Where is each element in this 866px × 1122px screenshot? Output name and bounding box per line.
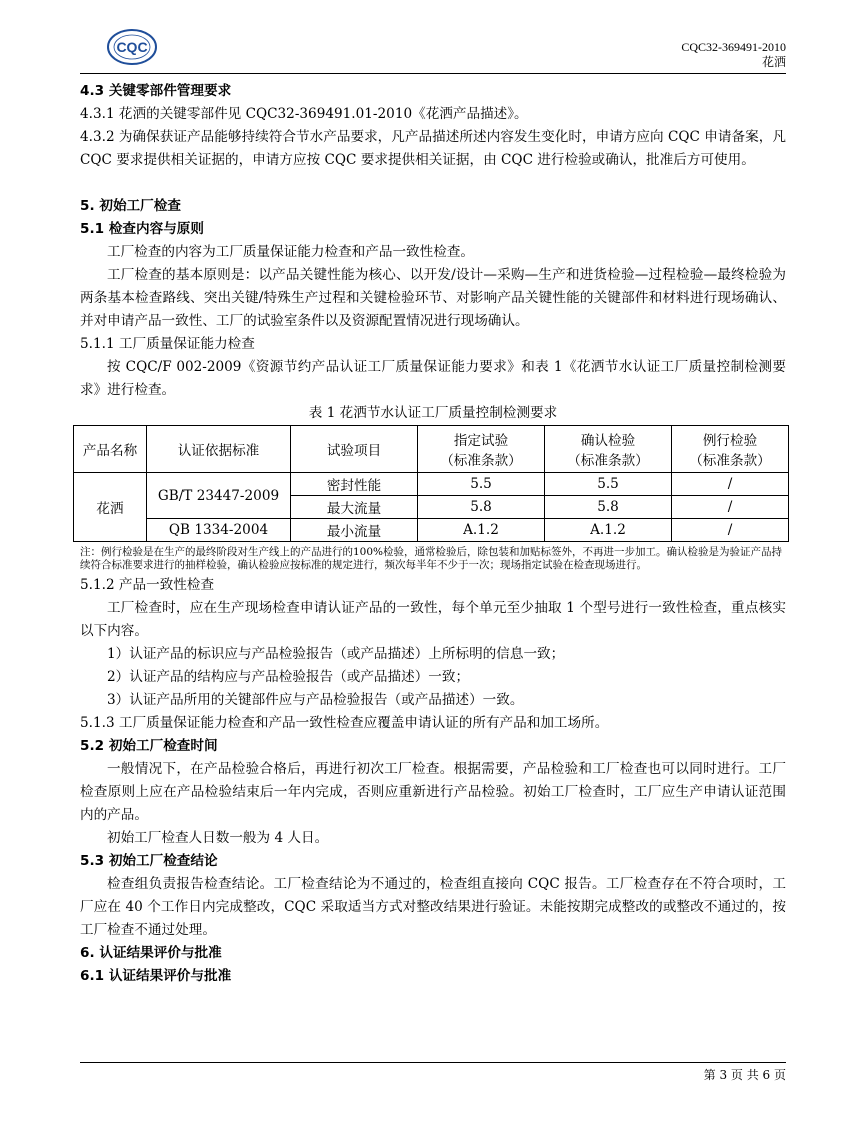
para-5-1-content: 工厂检查的内容为工厂质量保证能力检查和产品一致性检查。 <box>107 244 475 260</box>
th-item: 试验项目 <box>291 426 418 473</box>
th-confirm-line1: 确认检验 <box>580 433 636 449</box>
table-note: 注：例行检验是在生产的最终阶段对生产线上的产品进行的100%检验，通常检验后，除包装和加贴标签外，不再进一步加工。确认检验是为验证产品持续符合标准要求进行的抽样检验，确认检验应按标准的规定进行，频次每半年不少于一次；现场指定试验在检查现场进行。 <box>80 546 783 571</box>
cell-item: 最小流量 <box>291 519 418 542</box>
doc-subject: 花洒 <box>761 55 786 69</box>
th-designated <box>418 426 545 473</box>
table-header-row <box>74 426 789 473</box>
header-info <box>681 40 786 70</box>
cell-designated: A.1.2 <box>418 519 545 542</box>
para-5-2-days: 初始工厂检查人日数一般为 4 人日。 <box>107 830 329 846</box>
cell-designated: 5.8 <box>418 496 545 519</box>
table-row <box>74 519 789 542</box>
list-item: 2）认证产品的结构应与产品检验报告（或产品描述）一致； <box>107 669 470 685</box>
th-designated-line1: 指定试验 <box>453 433 509 449</box>
th-confirm-line2: （标准条款） <box>567 453 649 469</box>
table-caption: 表 1 花洒节水认证工厂质量控制检测要求 <box>308 405 558 421</box>
heading-5-1: 5.1 检查内容与原则 <box>80 221 204 237</box>
heading-5-2: 5.2 初始工厂检查时间 <box>80 738 218 754</box>
para-5-1-2: 工厂检查时，应在生产现场检查申请认证产品的一致性，每个单元至少抽取 1 个型号进行一致性检查，重点核实以下内容。 <box>80 600 786 639</box>
heading-5-3: 5.3 初始工厂检查结论 <box>80 853 218 869</box>
heading-5-1-1: 5.1.1 工厂质量保证能力检查 <box>80 336 255 352</box>
cell-item: 最大流量 <box>291 496 418 519</box>
cell-confirm: 5.5 <box>545 473 672 496</box>
header-divider <box>80 73 786 74</box>
para-5-3: 检查组负责报告检查结论。工厂检查结论为不通过的，检查组直接向 CQC 报告。工厂检查存在不符合项时，工厂应在 40 个工作日内完成整改，CQC 采取适当方式对整改结果进行验证。未能按期完成整改的或整改不通过的，按工厂检查不通过处理。 <box>80 876 786 938</box>
heading-4-3: 4.3 关键零部件管理要求 <box>80 83 232 99</box>
table-row <box>74 473 789 496</box>
cell-item: 密封性能 <box>291 473 418 496</box>
cell-routine: / <box>672 473 789 496</box>
para-4-3-2: 4.3.2 为确保获证产品能够持续符合节水产品要求，凡产品描述所述内容发生变化时，申请方应向 CQC 申请备案，凡 CQC 要求提供相关证据的，申请方应按 CQC 要求提供相关证据，由 CQC 进行检验或确认，批准后方可使用。 <box>80 129 786 168</box>
cell-routine: / <box>672 496 789 519</box>
th-routine-line1: 例行检验 <box>702 433 758 449</box>
cell-designated: 5.5 <box>418 473 545 496</box>
heading-5: 5. 初始工厂检查 <box>80 198 181 214</box>
cell-confirm: A.1.2 <box>545 519 672 542</box>
th-routine-line2: （标准条款） <box>689 453 771 469</box>
th-designated-line2: （标准条款） <box>440 453 522 469</box>
list-item: 1）认证产品的标识应与产品检验报告（或产品描述）上所标明的信息一致； <box>107 646 565 662</box>
cqc-logo-icon <box>106 27 158 67</box>
cell-product: 花洒 <box>74 473 147 542</box>
para-5-1-1: 按 CQC/F 002-2009《资源节约产品认证工厂质量保证能力要求》和表 1《花洒节水认证工厂质量控制检测要求》进行检查。 <box>80 359 786 398</box>
th-standard: 认证依据标准 <box>147 426 291 473</box>
heading-6-1: 6.1 认证结果评价与批准 <box>80 968 232 984</box>
para-5-1-3: 5.1.3 工厂质量保证能力检查和产品一致性检查应覆盖申请认证的所有产品和加工场所。 <box>80 715 609 731</box>
para-5-1-principle: 工厂检查的基本原则是：以产品关键性能为核心、以开发/设计—采购—生产和进货检验—过程检验—最终检验为两条基本检查路线、突出关键/特殊生产过程和关键检验环节、对影响产品关键性能的关键部件和材料进行现场确认、并对申请产品一致性、工厂的试验室条件以及资源配置情况进行现场确认。 <box>80 267 786 329</box>
cell-routine: / <box>672 519 789 542</box>
logo-text: CQC <box>116 39 148 55</box>
qc-requirements-table <box>73 425 789 542</box>
cell-standard: GB/T 23447-2009 <box>147 473 291 519</box>
page-number: 第 3 页 共 6 页 <box>703 1068 786 1082</box>
heading-6: 6. 认证结果评价与批准 <box>80 945 222 961</box>
list-item: 3）认证产品所用的关键部件应与产品检验报告（或产品描述）一致。 <box>107 692 524 708</box>
th-confirm <box>545 426 672 473</box>
cell-standard: QB 1334-2004 <box>147 519 291 542</box>
doc-code: CQC32-369491-2010 <box>681 40 786 54</box>
para-5-2: 一般情况下，在产品检验合格后，再进行初次工厂检查。根据需要，产品检验和工厂检查也可以同时进行。工厂检查原则上应在产品检验结束后一年内完成，否则应重新进行产品检验。初始工厂检查时，工厂应生产申请认证范围内的产品。 <box>80 761 786 823</box>
heading-5-1-2: 5.1.2 产品一致性检查 <box>80 577 215 593</box>
para-4-3-1: 4.3.1 花洒的关键零部件见 CQC32-369491.01-2010《花洒产品描述》。 <box>80 106 528 122</box>
footer-divider <box>80 1062 786 1063</box>
th-routine <box>672 426 789 473</box>
th-product: 产品名称 <box>74 426 147 473</box>
cell-confirm: 5.8 <box>545 496 672 519</box>
document-body <box>80 80 786 988</box>
